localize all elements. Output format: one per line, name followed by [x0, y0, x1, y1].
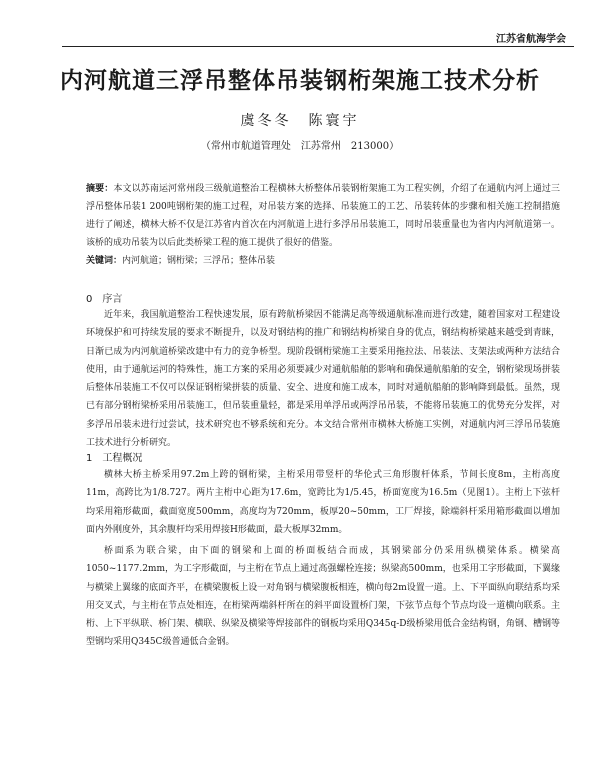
abstract-label: 摘要： [86, 184, 114, 194]
keywords-text: 内河航道；钢桁梁；三浮吊；整体吊装 [122, 256, 276, 266]
abstract [86, 180, 560, 252]
section-title: 工程概况 [102, 453, 143, 464]
keywords [86, 252, 560, 270]
authors: 虞冬冬 陈寰宇 [240, 113, 360, 129]
header-rule [62, 46, 574, 47]
keywords-label: 关键词： [86, 256, 123, 266]
abstract-text: 本文以苏南运河常州段三级航道整治工程横林大桥整体吊装钢桁架施工为工程实例，介绍了在通航内河上通过三浮吊整体吊装1 200吨钢桁架的施工过程，对吊装方案的选择、吊装施工的工艺、吊装转体的步骤和相关施工控制措施进行了阐述，横林大桥不仅是江苏省内首次在内河航道上进行多浮吊吊装施工，同时吊装重量也为省内内河航道第一。该桥的成功吊装为以后此类桥梁工程的施工提供了很好的借鉴。 [86, 184, 560, 248]
paragraph-overview-1: 横林大桥主桥采用97.2m上跨的钢桁梁，主桁采用带竖杆的华伦式三角形腹杆体系，节间长度8m，主桁高度11m，高跨比为1/8.727。两片主桁中心距为17.6m，宽跨比为1/5.45，桥面宽度为16.5m（见图1）。主桁上下弦杆均采用箱形截面，截面宽度500mm，高度均为720mm，板厚20~50mm，工厂焊接，除端斜杆采用箱形截面以增加面内外刚度外，其余腹杆均采用焊接H形截面，最大板厚32mm。 [86, 470, 560, 535]
section-heading-overview [86, 449, 152, 464]
section-number: 0 [86, 294, 93, 305]
affiliation: （常州市航道管理处 江苏常州 213000） [200, 141, 400, 152]
paragraph-preface: 近年来，我国航道整治工程快速发展，原有跨航桥梁因不能满足高等级通航标准而进行改建，随着国家对工程建设环境保护和可持续发展的要求不断提升，以及对钢结构的推广和钢结构桥梁自身的优点，钢结构桥梁越来越受到青睐，日渐已成为内河航道桥梁改建中有力的竞争桥型。现阶段钢桁梁施工主要采用拖拉法、吊装法、支架法或两种方法结合使用，由于通航运河的特殊性，施工方案的采用必须要减少对通航船舶的影响和确保通航船舶的安全，钢桁梁现场拼装后整体吊装施工不仅可以保证钢桁梁拼装的质量、安全、进度和施工成本，同时对通航船舶的影响降到最低。虽然，现已有部分钢桁梁桥采用吊装施工，但吊装重量轻，都是采用单浮吊或两浮吊吊装，不能将吊装施工的优势充分发挥，对多浮吊吊装未进行过尝试，技术研究也不够系统和充分。本文结合常州市横林大桥施工实例，对通航内河三浮吊吊装施工技术进行分析研究。 [86, 310, 560, 449]
section-title: 序言 [102, 294, 123, 305]
paper-title: 内河航道三浮吊整体吊装钢桁架施工技术分析 [60, 68, 540, 94]
section-number: 1 [86, 453, 93, 464]
paragraph-overview-2: 桥面系为联合梁，由下面的钢梁和上面的桥面板结合而成，其钢梁部分仍采用纵横梁体系。横梁高1050~1177.2mm，为工字形截面，与主桁在节点上通过高强螺栓连接；纵梁高500mm，也采用工字形截面，下翼缘与横梁上翼缘的底面齐平，在横梁腹板上设一对角钢与横梁腹板相连，横向每2m设置一道。上、下平面纵向联结系均采用交叉式，与主桁在节点处相连，在桁梁两端斜杆所在的斜平面设置桥门架，下弦节点每个节点均设一道横向联系。主桁、上下平纵联、桥门架、横联、纵梁及横梁等焊接部件的钢板均采用Q345q-D级桥梁用低合金结构钢，角钢、槽钢等型钢均采用Q345C级普通低合金钢。 [86, 546, 560, 648]
journal-society-name: 江苏省航海学会 [496, 34, 566, 45]
section-heading-preface [86, 290, 132, 305]
